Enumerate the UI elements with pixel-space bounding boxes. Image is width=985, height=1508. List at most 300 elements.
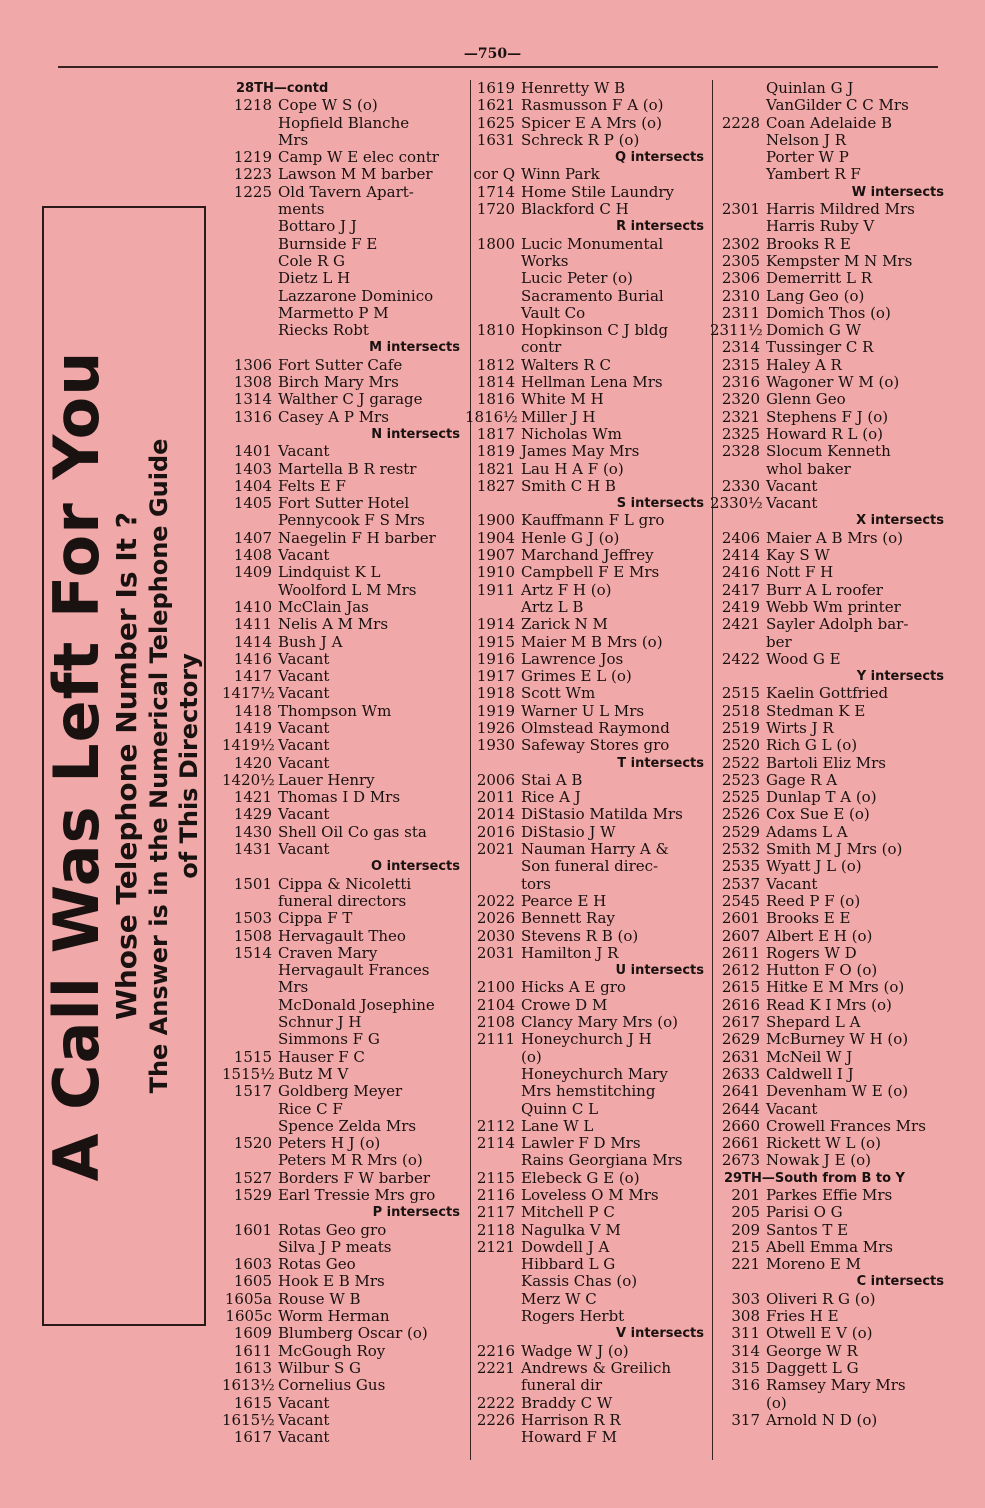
house-number: 2321 [721,407,760,426]
directory-entry [465,1014,710,1031]
resident-name: Wirts J R [766,718,834,737]
house-number: 1619 [476,79,515,97]
directory-entry [465,166,710,183]
resident-name: Cope W S (o) [278,96,378,115]
directory-entry [222,1135,466,1152]
intersection-heading: S intersects [616,496,704,512]
resident-name: Borders F W barber [278,1168,431,1187]
directory-entry [222,1308,466,1325]
continuation-line: Rains Georgiana Mrs [521,1151,683,1170]
house-number: 2006 [476,770,515,789]
house-number: 1429 [233,805,272,824]
house-number: 317 [731,1410,760,1429]
house-number: 1631 [476,130,515,149]
intersection-heading: Q intersects [615,150,704,166]
house-number: 1515½ [222,1064,275,1083]
directory-entry [222,357,466,374]
directory-entry [222,530,466,547]
resident-name: Gage R A [766,770,838,789]
resident-name: Vacant [766,1099,818,1118]
house-number: 2314 [721,338,760,357]
house-number: 2601 [721,909,760,928]
house-number: 2315 [721,355,760,374]
resident-name: Loveless O M Mrs [521,1186,659,1204]
house-number: 2328 [721,442,760,461]
resident-name: Campbell F E Mrs [521,563,660,582]
directory-entry [710,270,950,287]
house-number: 1529 [233,1186,272,1204]
resident-name: Elebeck G E (o) [521,1168,640,1187]
resident-name: Adams L A [766,822,848,841]
house-number: 1605a [224,1289,272,1308]
directory-entry [710,1308,950,1325]
directory-entry [465,236,710,253]
resident-name: DiStasio J W [521,822,616,841]
directory-entry [222,184,466,201]
directory-entry [710,893,950,910]
directory-entry [710,979,950,996]
directory-entry [465,184,710,201]
resident-name: Hamilton J R [521,943,619,962]
directory-entry [465,737,710,754]
resident-name: Rotas Geo gro [278,1220,387,1239]
intersection-heading: W intersects [851,184,944,200]
resident-name: Birch Mary Mrs [278,373,399,392]
resident-name: Crowell Frances Mrs [766,1116,926,1135]
resident-name: Vacant [278,667,330,686]
directory-entry [710,495,950,512]
directory-entry [710,1049,950,1066]
directory-entry [710,876,950,893]
directory-entry [710,1101,950,1118]
resident-name: Vacant [766,494,818,513]
directory-entry [710,1291,950,1308]
directory-entry [710,685,950,702]
resident-name: Hellman Lena Mrs [521,373,663,392]
resident-name: Wood G E [766,649,841,668]
house-number: 1430 [233,822,272,841]
house-number: 2311 [721,303,760,322]
directory-entry [222,789,466,806]
house-number: 2522 [721,753,760,772]
resident-name: Marchand Jeffrey [521,546,654,565]
resident-name: Cippa F T [278,909,353,928]
resident-name: Zarick N M [521,615,608,634]
house-number: 1417 [233,667,272,686]
continuation-line: Burnside F E [278,234,378,253]
resident-name: Slocum Kenneth [766,442,891,461]
resident-name: Moreno E M [766,1255,861,1274]
directory-entry [222,824,466,841]
continuation-line: (o) [521,1047,542,1066]
house-number: 2320 [721,390,760,409]
directory-entry [710,374,950,391]
resident-name: Scott Wm [521,684,596,703]
ad-subheadline: Whose Telephone Number Is It ? [110,511,143,1021]
continuation-line: funeral directors [278,891,407,910]
directory-entry [710,322,950,339]
directory-entry [222,1291,466,1308]
house-number: 314 [731,1341,760,1360]
resident-name: Nowak J E (o) [766,1151,872,1170]
directory-entry [222,1377,466,1394]
directory-entry [222,668,466,685]
house-number: 2302 [721,234,760,253]
intersection-heading: C intersects [856,1274,944,1290]
house-number: 1601 [233,1220,272,1239]
house-number: 1409 [233,563,272,582]
intersection-heading: X intersects [856,513,944,529]
resident-name: Grimes E L (o) [521,667,632,686]
resident-name: Vacant [278,546,330,565]
house-number: 2117 [476,1203,515,1222]
directory-entry [222,374,466,391]
resident-name: Dowdell J A [521,1237,610,1256]
resident-name: Stai A B [521,770,583,789]
directory-entry [710,755,950,772]
resident-name: Clancy Mary Mrs (o) [521,1013,678,1032]
ad-line-3: The Answer is in the Numerical Telephone Guide [145,438,173,1094]
house-number: 1316 [233,407,272,426]
directory-entry [710,288,950,305]
house-number: 1617 [233,1428,272,1447]
house-number: 2607 [721,926,760,945]
directory-entry [465,910,710,927]
house-number: 1720 [476,200,515,219]
resident-name: Martella B R restr [278,459,417,478]
directory-entry [710,737,950,754]
directory-entry [465,1395,710,1412]
resident-name: Rasmusson F A (o) [521,96,664,115]
house-number: 1414 [233,632,272,651]
resident-name: Thompson Wm [278,701,392,720]
house-number: 2330 [721,476,760,495]
continuation-line: tors [521,874,551,893]
continuation-line: Porter W P [766,148,849,167]
directory-entry [465,720,710,737]
house-number: 1308 [233,373,272,392]
resident-name: White M H [521,390,604,409]
resident-name: Haley A R [766,355,842,374]
resident-name: Parkes Effie Mrs [766,1186,893,1204]
house-number: 1916 [476,649,515,668]
house-number: 2111 [476,1030,515,1049]
house-number: 1918 [476,684,515,703]
house-number: 1508 [233,926,272,945]
directory-entry [465,582,710,599]
directory-entry [465,1170,710,1187]
resident-name: Vacant [278,840,330,859]
directory-entry [710,841,950,858]
house-number: 1419 [233,718,272,737]
house-number: 2525 [721,788,760,807]
house-number: 1410 [233,597,272,616]
directory-entry [465,789,710,806]
continuation-line: Mrs [278,978,309,997]
directory-entry [710,962,950,979]
house-number: 2615 [721,978,760,997]
directory-entry [465,201,710,218]
directory-entry [710,703,950,720]
directory-entry [710,253,950,270]
resident-name: Dunlap T A (o) [766,788,877,807]
directory-entry [465,893,710,910]
continuation-line: Sacramento Burial [521,286,664,305]
house-number: 1225 [233,182,272,201]
resident-name: Parisi O G [766,1203,843,1222]
house-number: 2030 [476,926,515,945]
resident-name: Lawson M M barber [278,165,433,184]
header-rule [58,66,938,68]
resident-name: Otwell E V (o) [766,1324,873,1343]
house-number: 2115 [476,1168,515,1187]
continuation-line: Honeychurch Mary [521,1064,668,1083]
continuation-line: Woolford L M Mrs [278,580,417,599]
continuation-line: Mrs [278,130,309,149]
directory-entry [710,910,950,927]
house-number: 1926 [476,718,515,737]
directory-entry [465,1239,710,1256]
resident-name: Bartoli Eliz Mrs [766,753,886,772]
house-number: 1812 [476,355,515,374]
resident-name: DiStasio Matilda Mrs [521,805,683,824]
house-number: 2310 [721,286,760,305]
directory-entry [465,1343,710,1360]
resident-name: Artz F H (o) [521,580,612,599]
house-number: 2325 [721,424,760,443]
house-number: 1419½ [222,736,275,755]
directory-entry [465,685,710,702]
house-number: 1609 [233,1324,272,1343]
directory-entry [465,1360,710,1377]
resident-name: McGough Roy [278,1341,386,1360]
advertisement-box [42,206,206,1326]
house-number: 2116 [476,1186,515,1204]
resident-name: Lawler F D Mrs [521,1134,641,1153]
directory-entry [222,685,466,702]
directory-entry [710,720,950,737]
house-number: 1403 [233,459,272,478]
directory-entry [222,1412,466,1429]
directory-entry [222,564,466,581]
directory-entry [222,149,466,166]
resident-name: Olmstead Raymond [521,718,670,737]
directory-entry [222,772,466,789]
house-number: 2406 [721,528,760,547]
house-number: 2520 [721,736,760,755]
house-number: 2535 [721,857,760,876]
house-number: 1404 [233,476,272,495]
directory-entry [710,1239,950,1256]
house-number: 2661 [721,1134,760,1153]
resident-name: Blumberg Oscar (o) [278,1324,428,1343]
house-number: 2026 [476,909,515,928]
resident-name: Shell Oil Co gas sta [278,822,427,841]
house-number: 315 [731,1358,760,1377]
directory-entry [222,1256,466,1273]
house-number: 1501 [233,874,272,893]
directory-entry [465,322,710,339]
house-number: 1621 [476,96,515,115]
house-number: 1218 [233,96,272,115]
house-number: 2016 [476,822,515,841]
continuation-line: Mrs hemstitching [521,1082,656,1101]
house-number: 1816½ [465,407,518,426]
house-number: 2612 [721,961,760,980]
continuation-line: whol baker [766,459,851,478]
house-number: 2216 [476,1341,515,1360]
resident-name: Fries H E [766,1307,839,1326]
directory-entry [465,530,710,547]
intersection-heading: P intersects [372,1205,460,1221]
directory-entry [222,910,466,927]
directory-entry [465,97,710,114]
resident-name: James May Mrs [521,442,640,461]
house-number: 2641 [721,1082,760,1101]
directory-entry [710,945,950,962]
resident-name: Vacant [278,649,330,668]
house-number: 2644 [721,1099,760,1118]
continuation-line: Harris Ruby V [766,217,875,236]
directory-entry [465,461,710,478]
house-number: 2228 [721,113,760,132]
house-number: 308 [731,1307,760,1326]
house-number: 1911 [476,580,515,599]
directory-entry [710,1222,950,1239]
intersection-heading: N intersects [371,426,460,442]
house-number: 1421 [233,788,272,807]
resident-name: Devenham W E (o) [766,1082,909,1101]
house-number: 1819 [476,442,515,461]
directory-entry [222,97,466,114]
directory-entry [710,582,950,599]
directory-entry [465,945,710,962]
resident-name: Nauman Harry A & [521,840,669,859]
resident-name: Hopkinson C J bldg [521,321,669,340]
resident-name: Rice A J [521,788,581,807]
house-number: 2419 [721,597,760,616]
continuation-line: contr [521,338,562,357]
house-number: 1615½ [222,1410,275,1429]
continuation-line: Cole R G [278,251,345,270]
house-number: 1810 [476,321,515,340]
resident-name: Cippa & Nicoletti [278,874,412,893]
directory-entry [222,928,466,945]
resident-name: Vacant [766,874,818,893]
intersection-heading: Y intersects [856,669,944,685]
directory-entry [465,979,710,996]
directory-entry [710,616,950,633]
continuation-line: VanGilder C C Mrs [766,96,909,115]
house-number: 1605 [233,1272,272,1291]
resident-name: Lang Geo (o) [766,286,865,305]
continuation-line: Lucic Peter (o) [521,269,633,288]
directory-entry [465,1187,710,1204]
directory-entry [710,789,950,806]
directory-entry [222,443,466,460]
directory-column-3 [710,80,950,1429]
resident-name: Wagoner W M (o) [766,373,900,392]
directory-entry [710,997,950,1014]
house-number: 215 [731,1237,760,1256]
continuation-line: Hervagault Frances [278,961,430,980]
house-number: 2100 [476,978,515,997]
continuation-line: Vault Co [521,303,586,322]
resident-name: Stephens F J (o) [766,407,889,426]
continuation-line: Schnur J H [278,1013,362,1032]
directory-entry [222,1343,466,1360]
house-number: 2222 [476,1393,515,1412]
continuation-line: funeral dir [521,1376,602,1395]
house-number: 303 [731,1289,760,1308]
directory-entry [465,409,710,426]
directory-entry [222,841,466,858]
house-number: 2014 [476,805,515,824]
directory-entry [465,1412,710,1429]
house-number: 2537 [721,874,760,893]
resident-name: Vacant [278,684,330,703]
directory-entry [710,599,950,616]
house-number: 1515 [233,1047,272,1066]
resident-name: Vacant [278,718,330,737]
resident-name: Coan Adelaide B [766,113,892,132]
resident-name: Goldberg Meyer [278,1082,403,1101]
directory-entry [222,547,466,564]
resident-name: Wilbur S G [278,1358,361,1377]
resident-name: Vacant [278,753,330,772]
directory-entry [222,651,466,668]
house-number: 1407 [233,528,272,547]
resident-name: Nott F H [766,563,834,582]
continuation-line: Bottaro J J [278,217,357,236]
directory-entry [710,564,950,581]
resident-name: Henle G J (o) [521,528,620,547]
house-number: 2021 [476,840,515,859]
directory-entry [710,1014,950,1031]
directory-entry [222,599,466,616]
house-number: 1527 [233,1168,272,1187]
continuation-line: Riecks Robt [278,321,369,340]
continuation-line: Nelson J R [766,130,847,149]
resident-name: Vacant [766,476,818,495]
directory-entry [710,478,950,495]
resident-name: Webb Wm printer [766,597,901,616]
directory-entry [465,374,710,391]
resident-name: Home Stile Laundry [521,182,674,201]
house-number: 1503 [233,909,272,928]
directory-entry [222,876,466,893]
resident-name: McBurney W H (o) [766,1030,909,1049]
resident-name: Tussinger C R [766,338,874,357]
continuation-line: Merz W C [521,1289,597,1308]
directory-entry [710,1083,950,1100]
resident-name: Schreck R P (o) [521,130,640,149]
house-number: 2221 [476,1358,515,1377]
continuation-line: Dietz L H [278,269,351,288]
resident-name: Oliveri R G (o) [766,1289,876,1308]
directory-entry [222,755,466,772]
ad-headline: A Call Was Left For You [40,350,113,1182]
house-number: 2631 [721,1047,760,1066]
continuation-line: Simmons F G [278,1030,380,1049]
house-number: 209 [731,1220,760,1239]
resident-name: Craven Mary [278,943,378,962]
directory-entry [710,806,950,823]
resident-name: Felts E F [278,476,346,495]
directory-entry [465,443,710,460]
resident-name: Nagulka V M [521,1220,621,1239]
resident-name: Vacant [278,1393,330,1412]
